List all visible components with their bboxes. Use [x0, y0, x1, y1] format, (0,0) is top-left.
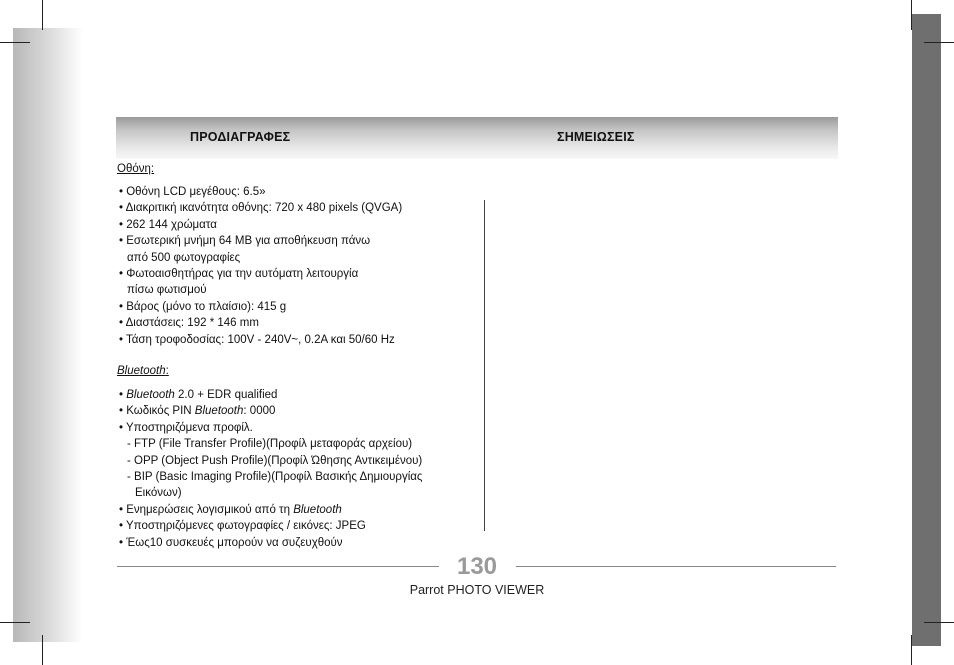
profile-item-opp: - OPP (Object Push Profile)(Προφίλ Ώθησης Αντικειμένου)	[127, 454, 423, 467]
bluetooth-spec-list	[119, 387, 422, 551]
crop-mark-bl-v	[42, 635, 43, 665]
page-number: 130	[456, 553, 498, 580]
list-item	[119, 403, 422, 419]
list-item: • Εσωτερική μνήμη 64 MB για αποθήκευση πάνω	[119, 235, 371, 248]
footer-rule-right	[516, 566, 836, 567]
crop-mark-bl-h	[0, 622, 30, 623]
list-item: • Διαστάσεις: 192 * 146 mm	[119, 317, 259, 330]
list-item: • Έως10 συσκευές μπορούν να συζευχθούν	[119, 536, 343, 549]
pin-label: • Κωδικός PIN	[119, 405, 195, 418]
list-item: • Τάση τροφοδοσίας: 100V - 240V~, 0.2A και 50/60 Hz	[119, 333, 395, 346]
crop-mark-br-v	[911, 635, 912, 665]
list-item: • 262 144 χρώματα	[119, 218, 217, 231]
crop-mark-tl-v	[42, 0, 43, 30]
list-item: • Διακριτική ικανότητα οθόνης: 720 x 480 pixels (QVGA)	[119, 202, 403, 215]
display-spec-list	[119, 184, 402, 348]
left-gradient-band	[13, 28, 83, 642]
profile-item-bip: - BIP (Basic Imaging Profile)(Προφίλ Βασικής Δημιουργίας	[127, 471, 423, 484]
bullet: •	[119, 389, 127, 401]
bluetooth-version: 2.0 + EDR qualified	[174, 389, 278, 401]
profile-item-ftp: - FTP (File Transfer Profile)(Προφίλ μεταφοράς αρχείου)	[127, 438, 413, 451]
notes-heading: ΣΗΜΕΙΩΣΕΙΣ	[557, 130, 635, 144]
bluetooth-word: Bluetooth	[194, 405, 244, 418]
crop-mark-br-h	[924, 622, 954, 623]
profile-item-bip-continuation: Εικόνων)	[135, 487, 182, 500]
display-section-title: Οθόνη:	[117, 163, 155, 175]
list-item: • Υποστηριζόμενα προφίλ.	[119, 421, 253, 434]
product-name: Parrot PHOTO VIEWER	[409, 583, 545, 597]
crop-mark-tr-v	[911, 0, 912, 30]
bluetooth-title-colon: :	[165, 365, 169, 377]
pin-value: : 0000	[243, 405, 276, 418]
list-item	[119, 387, 422, 403]
bluetooth-word: Bluetooth	[293, 503, 342, 516]
footer-rule-left	[117, 566, 439, 567]
list-item: • Οθόνη LCD μεγέθους: 6.5»	[119, 186, 266, 198]
software-updates-label: • Ενημερώσεις λογισμικού από τη	[119, 503, 294, 516]
list-item: • Υποστηριζόμενες φωτογραφίες / εικόνες: JPEG	[119, 520, 366, 533]
list-item	[119, 502, 422, 518]
right-dark-band	[912, 14, 941, 646]
bluetooth-section-title	[117, 365, 169, 377]
column-divider	[484, 200, 485, 531]
list-item-continuation: από 500 φωτογραφίες	[127, 251, 241, 264]
bluetooth-title-word: Bluetooth	[117, 365, 166, 377]
bluetooth-word: Bluetooth	[126, 389, 175, 401]
crop-mark-tl-h	[0, 42, 30, 43]
specs-heading: ΠΡΟΔΙΑΓΡΑΦΕΣ	[190, 130, 291, 144]
list-item: • Βάρος (μόνο το πλαίσιο): 415 g	[119, 300, 287, 313]
list-item: • Φωτοαισθητήρας για την αυτόματη λειτουργία	[119, 268, 359, 281]
crop-mark-tr-h	[924, 42, 954, 43]
list-item-continuation: πίσω φωτισμού	[127, 284, 207, 297]
